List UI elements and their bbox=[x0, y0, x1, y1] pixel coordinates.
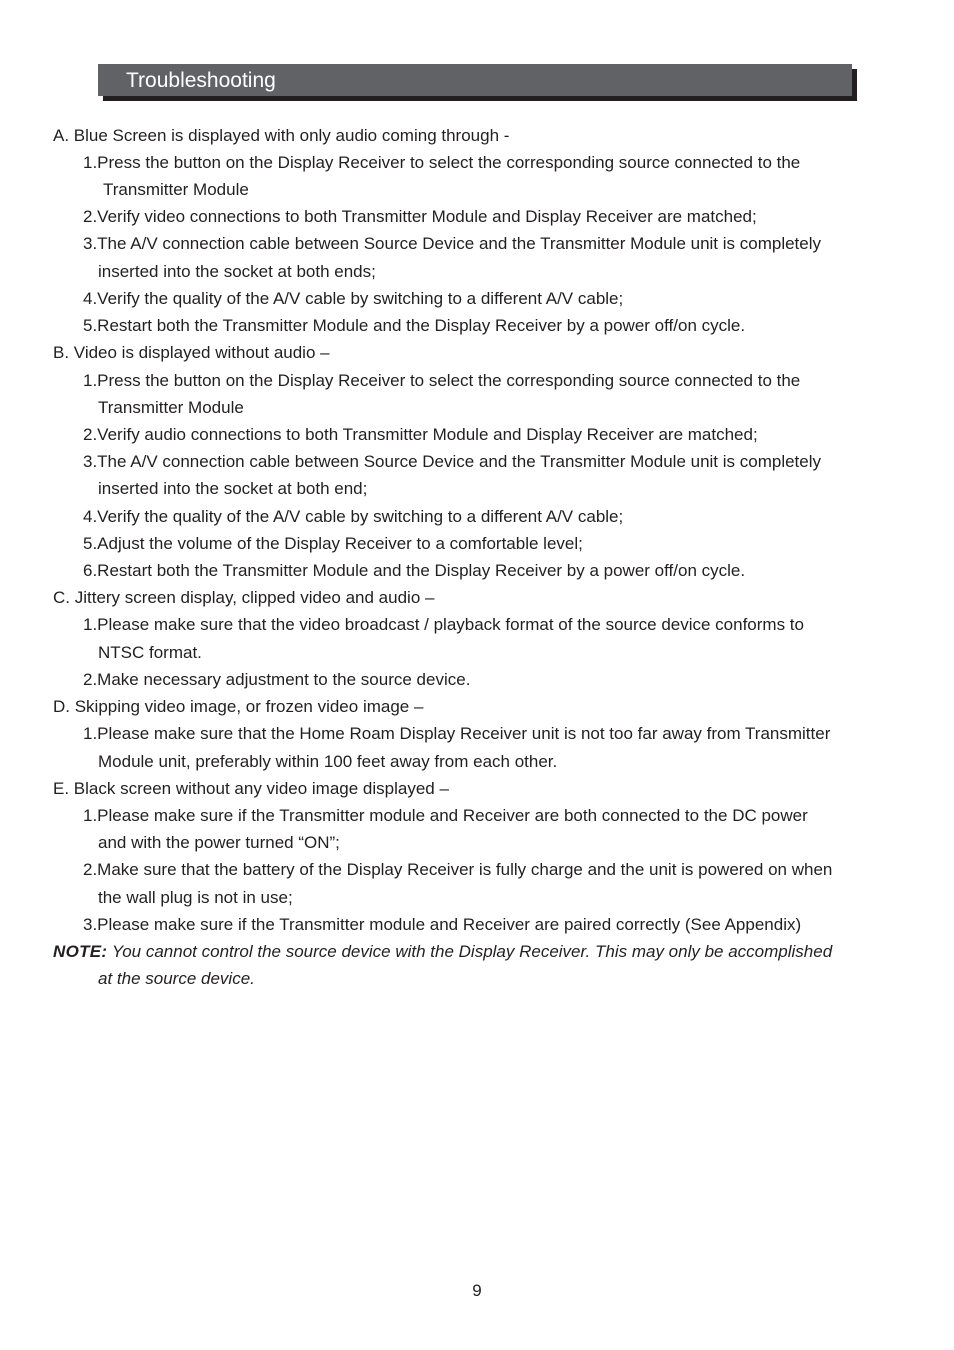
page-title: Troubleshooting bbox=[126, 69, 276, 92]
section-b-heading: B. Video is displayed without audio – bbox=[53, 343, 330, 362]
list-item: 1.Please make sure that the Home Roam Display Receiver unit is not too far away from Transmitter bbox=[83, 724, 831, 743]
section-c-heading: C. Jittery screen display, clipped video and audio – bbox=[53, 588, 435, 607]
note-text: You cannot control the source device with the Display Receiver. This may only be accomplished bbox=[111, 942, 833, 961]
list-item: 5.Restart both the Transmitter Module and the Display Receiver by a power off/on cycle. bbox=[83, 316, 746, 335]
list-item-continuation: Transmitter Module bbox=[103, 180, 249, 199]
note-text-continuation: at the source device. bbox=[98, 969, 255, 988]
list-item: 4.Verify the quality of the A/V cable by switching to a different A/V cable; bbox=[83, 289, 624, 308]
section-a-heading: A. Blue Screen is displayed with only audio coming through - bbox=[53, 126, 510, 145]
list-item: 1.Press the button on the Display Receiver to select the corresponding source connected to the bbox=[83, 153, 801, 172]
section-header-bar bbox=[98, 64, 852, 96]
list-item: 2.Verify audio connections to both Transmitter Module and Display Receiver are matched; bbox=[83, 425, 758, 444]
list-item: 1.Please make sure that the video broadcast / playback format of the source device conforms to bbox=[83, 615, 804, 634]
list-item: 3.The A/V connection cable between Source Device and the Transmitter Module unit is completely bbox=[83, 452, 822, 471]
list-item: 2.Verify video connections to both Transmitter Module and Display Receiver are matched; bbox=[83, 207, 757, 226]
list-item-continuation: the wall plug is not in use; bbox=[98, 888, 293, 907]
note bbox=[53, 941, 832, 963]
section-e-heading: E. Black screen without any video image displayed – bbox=[53, 779, 449, 798]
list-item: 3.The A/V connection cable between Source Device and the Transmitter Module unit is completely bbox=[83, 234, 822, 253]
list-item: 3.Please make sure if the Transmitter module and Receiver are paired correctly (See Appendix) bbox=[83, 915, 802, 934]
note-label: NOTE: bbox=[53, 942, 108, 961]
list-item: 2.Make necessary adjustment to the source device. bbox=[83, 670, 471, 689]
list-item: 2.Make sure that the battery of the Display Receiver is fully charge and the unit is powered on when bbox=[83, 860, 833, 879]
list-item: 4.Verify the quality of the A/V cable by switching to a different A/V cable; bbox=[83, 507, 624, 526]
section-d-heading: D. Skipping video image, or frozen video image – bbox=[53, 697, 424, 716]
list-item-continuation: inserted into the socket at both end; bbox=[98, 479, 368, 498]
page-number: 9 bbox=[472, 1281, 482, 1300]
list-item-continuation: inserted into the socket at both ends; bbox=[98, 262, 376, 281]
list-item: 1.Please make sure if the Transmitter module and Receiver are both connected to the DC power bbox=[83, 806, 808, 825]
list-item: 5.Adjust the volume of the Display Receiver to a comfortable level; bbox=[83, 534, 583, 553]
list-item: 1.Press the button on the Display Receiver to select the corresponding source connected to the bbox=[83, 371, 801, 390]
list-item-continuation: and with the power turned “ON”; bbox=[98, 833, 340, 852]
list-item-continuation: Transmitter Module bbox=[98, 398, 244, 417]
list-item-continuation: NTSC format. bbox=[98, 643, 202, 662]
list-item: 6.Restart both the Transmitter Module and the Display Receiver by a power off/on cycle. bbox=[83, 561, 746, 580]
list-item-continuation: Module unit, preferably within 100 feet away from each other. bbox=[98, 752, 558, 771]
